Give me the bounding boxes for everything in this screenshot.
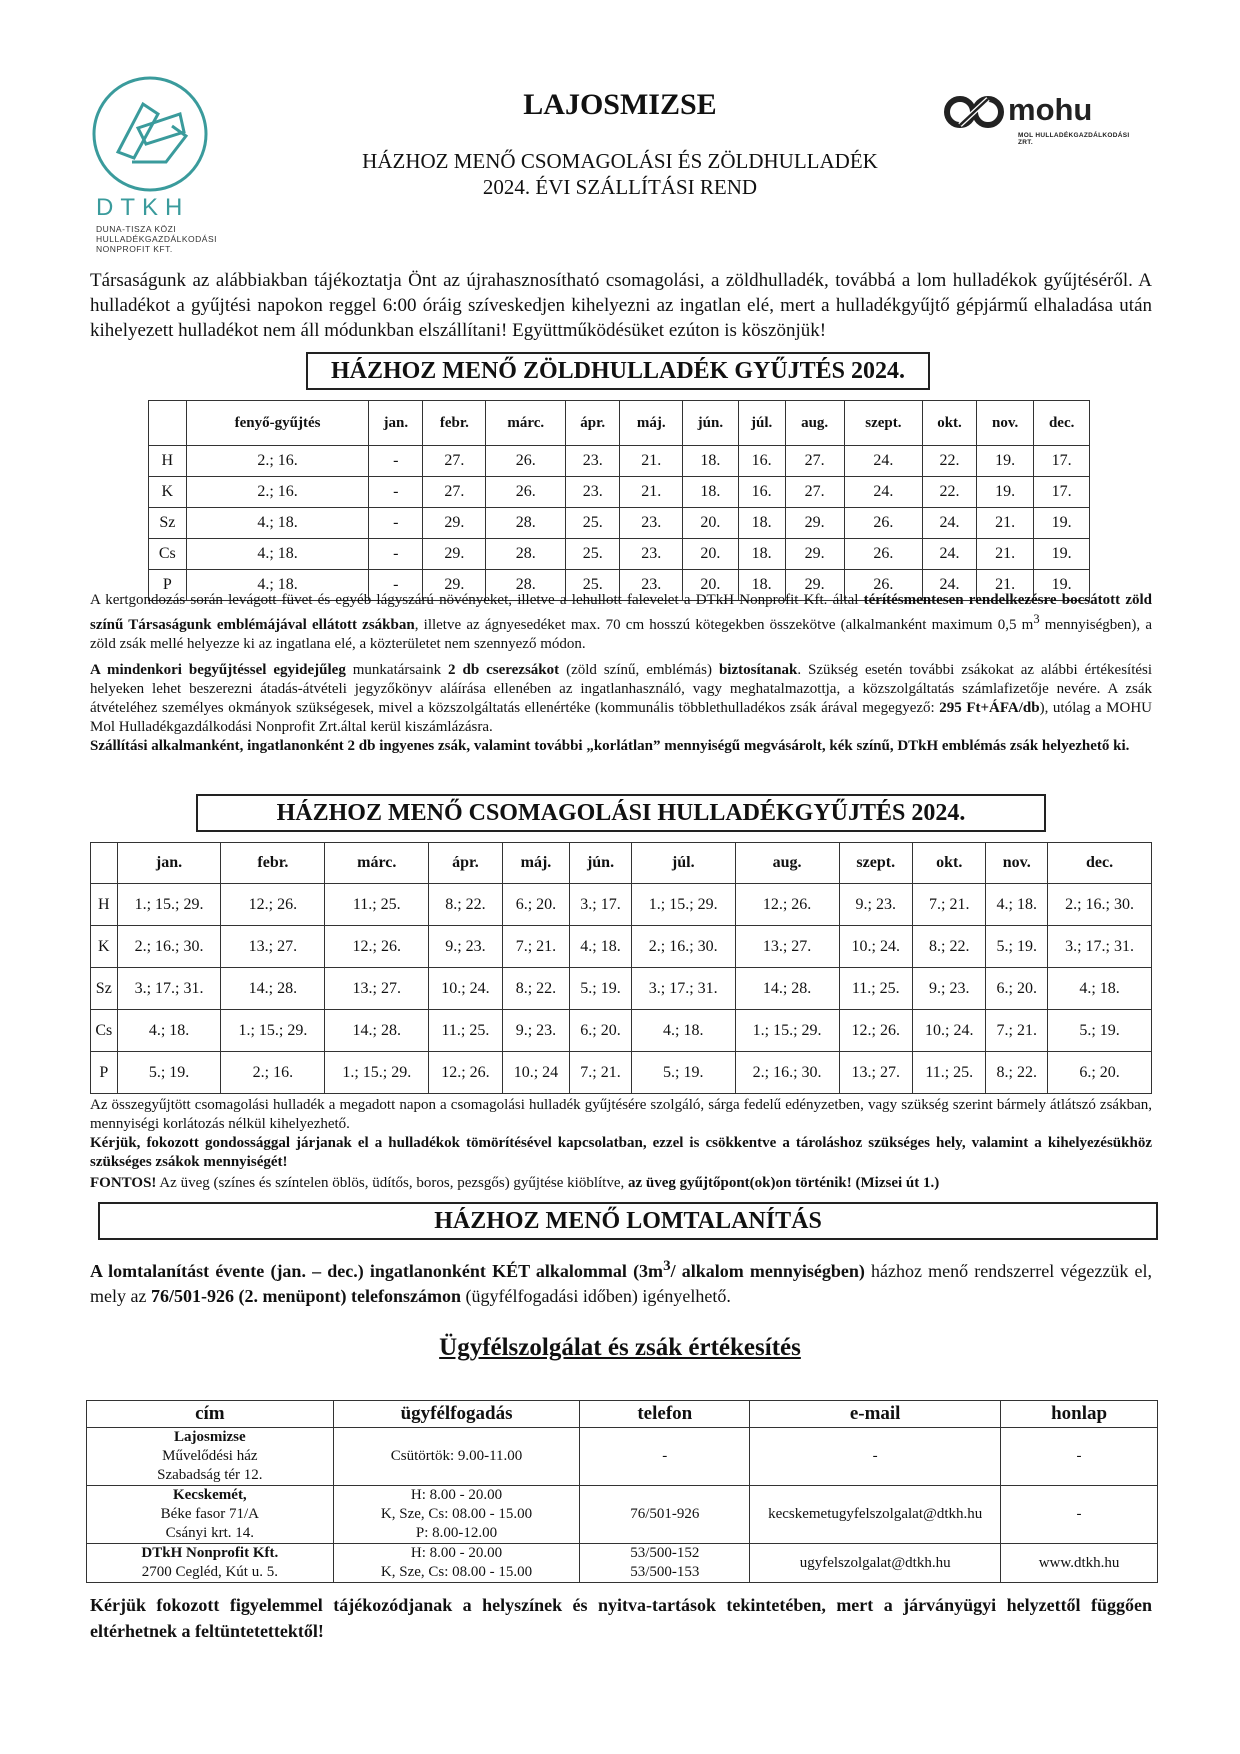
date-cell: 12.; 26. xyxy=(221,884,325,926)
date-cell: 3.; 17.; 31. xyxy=(631,968,735,1010)
green-bags-note xyxy=(90,661,1152,756)
day-label: P xyxy=(149,570,187,601)
table-row xyxy=(149,477,1090,508)
month-header: máj. xyxy=(502,843,570,884)
date-cell: 6.; 20. xyxy=(502,884,570,926)
date-cell: 28. xyxy=(486,508,566,539)
date-cell: 14.; 28. xyxy=(221,968,325,1010)
day-label: P xyxy=(91,1052,118,1094)
date-cell: 6.; 20. xyxy=(986,968,1048,1010)
bulky-waste-text xyxy=(90,1254,1152,1309)
address-cell xyxy=(87,1486,334,1544)
phone-cell xyxy=(580,1428,750,1486)
date-cell: 18. xyxy=(738,570,785,601)
column-header: cím xyxy=(87,1401,334,1428)
intro-paragraph: Társaságunk az alábbiakban tájékoztatja Önt az újrahasznosítható csomagolási, a zöldhulladék, továbbá a lom hulladékok gyűjtéséről. A hulladékot a gyűjtési napokon reggel 6:00 óráig szíveskedjen kihelyezni az ingatlan elé, mert a hulladékgyűjtő gépjármű elhaladása után kihelyezett hulladékot nem áll módunkban elszállítani! Együttműködésüket ezúton is köszönjük! xyxy=(90,270,1152,341)
address-line: Béke fasor 71/A xyxy=(160,1506,259,1522)
date-cell: 8.; 22. xyxy=(502,968,570,1010)
date-cell: 24. xyxy=(923,539,977,570)
date-cell: 4.; 18. xyxy=(1048,968,1152,1010)
phone-number: 53/500-153 xyxy=(630,1564,700,1580)
month-header: jan. xyxy=(369,401,423,446)
date-cell: 4.; 18. xyxy=(570,926,632,968)
month-header: febr. xyxy=(221,843,325,884)
month-header: júl. xyxy=(738,401,785,446)
note-bold-text: biztosítanak xyxy=(718,662,798,678)
table-row xyxy=(149,539,1090,570)
date-cell: 10.; 24. xyxy=(839,926,912,968)
phone-number: 76/501-926 xyxy=(630,1506,700,1522)
note-text: Az összegyűjtött csomagolási hulladék a megadott napon a csomagolási hulladék gyűjtésére szolgáló, sárga fedelű edényzetben, vagy szükség szerint bármely átlátszó zsákban, mennyiségi korlátozás nélkül kihelyezhető. xyxy=(90,1097,1152,1132)
date-cell: 4.; 18. xyxy=(186,539,369,570)
column-header: e-mail xyxy=(750,1401,1001,1428)
service-title: Ügyfélszolgálat és zsák értékesítés xyxy=(439,1334,801,1361)
website-cell: - xyxy=(1001,1428,1158,1486)
date-cell: 23. xyxy=(620,539,683,570)
mohu-logo xyxy=(942,92,1142,146)
date-cell: 1.; 15.; 29. xyxy=(631,884,735,926)
date-cell: 18. xyxy=(738,508,785,539)
column-header: honlap xyxy=(1001,1401,1158,1428)
month-header: nov. xyxy=(986,843,1048,884)
office-name: Lajosmizse xyxy=(174,1429,246,1445)
date-cell: 11.; 25. xyxy=(839,968,912,1010)
date-cell: 27. xyxy=(423,477,486,508)
month-header: ápr. xyxy=(566,401,620,446)
month-header: máj. xyxy=(620,401,683,446)
hours-line: H: 8.00 - 20.00 xyxy=(410,1487,503,1503)
date-cell: 11.; 25. xyxy=(325,884,429,926)
text-bold: / alkalom mennyiségben) xyxy=(670,1261,865,1281)
date-cell: 7.; 21. xyxy=(502,926,570,968)
date-cell: 23. xyxy=(620,570,683,601)
date-cell: 27. xyxy=(423,446,486,477)
date-cell: 8.; 22. xyxy=(429,884,502,926)
date-cell: 28. xyxy=(486,570,566,601)
closing-notice: Kérjük fokozott figyelemmel tájékozódjanak a helyszínek és nyitva-tartások tekintetében, mert a járványügyi helyzettől függően eltérhetnek a feltüntetettektől! xyxy=(90,1595,1152,1641)
glass-note xyxy=(90,1174,1152,1193)
date-cell: 16. xyxy=(738,477,785,508)
text-bold: lomtalanítást évente (jan. – dec.) ingatlanonként KÉT alkalommal (3m xyxy=(108,1261,664,1281)
note-text: (zöld színű, emblémás) xyxy=(559,662,719,678)
phone-cell xyxy=(580,1544,750,1583)
date-cell: 24. xyxy=(844,477,922,508)
note-superscript: 3 xyxy=(1033,612,1040,626)
date-cell: 26. xyxy=(844,539,922,570)
green-waste-title: HÁZHOZ MENŐ ZÖLDHULLADÉK GYŰJTÉS 2024. xyxy=(306,352,930,390)
date-cell: 21. xyxy=(620,477,683,508)
column-header: ügyfélfogadás xyxy=(333,1401,580,1428)
date-cell: 25. xyxy=(566,539,620,570)
date-cell: 12.; 26. xyxy=(429,1052,502,1094)
note-text: mennyiségben), a zöld zsák mellé helyezze ki az ingatlana elé, a közterületet nem szennyező módon. xyxy=(90,617,1152,652)
address-cell xyxy=(87,1428,334,1486)
day-label: Sz xyxy=(91,968,118,1010)
date-cell: 9.; 23. xyxy=(839,884,912,926)
date-cell: 10.; 24. xyxy=(913,1010,986,1052)
address-line: Csányi krt. 14. xyxy=(165,1525,254,1541)
note-text: ), utólag a MOHU Mol Hulladékgazdálkodási Nonprofit Zrt.által kerül kiszámlázásra. xyxy=(90,700,1152,735)
month-header: szept. xyxy=(839,843,912,884)
hours-line: H: 8.00 - 20.00 xyxy=(410,1545,503,1561)
date-cell: 23. xyxy=(620,508,683,539)
date-cell: 13.; 27. xyxy=(221,926,325,968)
table-row xyxy=(87,1428,1158,1486)
month-header: márc. xyxy=(486,401,566,446)
date-cell: 12.; 26. xyxy=(735,884,839,926)
date-cell: 20. xyxy=(683,539,739,570)
address-line: Művelődési ház xyxy=(162,1448,258,1464)
date-cell: 2.; 16.; 30. xyxy=(1048,884,1152,926)
hours-cell xyxy=(333,1486,580,1544)
date-cell: 5.; 19. xyxy=(570,968,632,1010)
date-cell: 9.; 23. xyxy=(913,968,986,1010)
date-cell: 2.; 16. xyxy=(221,1052,325,1094)
month-header: okt. xyxy=(913,843,986,884)
date-cell: 2.; 16. xyxy=(186,446,369,477)
date-cell: 29. xyxy=(785,508,844,539)
date-cell: 3.; 17. xyxy=(570,884,632,926)
date-cell: 2.; 16.; 30. xyxy=(631,926,735,968)
mohu-emblem-icon xyxy=(942,94,1006,130)
date-cell: 23. xyxy=(566,477,620,508)
dtkh-wordmark: DTKH xyxy=(96,194,190,221)
hours-cell xyxy=(333,1544,580,1583)
table-row xyxy=(91,884,1152,926)
date-cell: 3.; 17.; 31. xyxy=(117,968,221,1010)
email-cell: ugyfelszolgalat@dtkh.hu xyxy=(750,1544,1001,1583)
phone-cell xyxy=(580,1486,750,1544)
date-cell: 20. xyxy=(683,508,739,539)
mohu-fullname: MOL HULLADÉKGAZDÁLKODÁSI ZRT. xyxy=(1018,132,1130,146)
hours-line: K, Sze, Cs: 08.00 - 15.00 xyxy=(380,1506,533,1522)
date-cell: 26. xyxy=(486,446,566,477)
date-cell: 21. xyxy=(976,508,1033,539)
date-cell: 24. xyxy=(923,570,977,601)
month-header: aug. xyxy=(785,401,844,446)
dtkh-fullname: DUNA-TISZA KÖZI HULLADÉKGAZDÁLKODÁSI NONPROFIT KFT. xyxy=(96,224,218,254)
date-cell: 7.; 21. xyxy=(570,1052,632,1094)
address-line: 2700 Cegléd, Kút u. 5. xyxy=(141,1564,278,1580)
date-cell: 12.; 26. xyxy=(325,926,429,968)
hours-line: P: 8.00-12.00 xyxy=(415,1525,498,1541)
date-cell: 29. xyxy=(423,508,486,539)
note-text: . Szükség esetén további zsákokat az alábbi értékesítési helyeken lehet beszerezni átadás-átvételi jegyzőkönyv aláírása ellenében az ingatlanhasználó, vagy meghatalmazottja, a közszolgáltatás számlafizetője nevére. A zsák átvételéhez személyes okmányok szükségesek, mivel a közszolgáltatás ellenértéke (kommunális többlethulladékos zsák árával megegyező: xyxy=(90,662,1153,716)
date-cell: 29. xyxy=(785,570,844,601)
office-name: DTkH Nonprofit Kft. xyxy=(141,1545,279,1561)
month-header: jún. xyxy=(683,401,739,446)
email-cell: - xyxy=(750,1428,1001,1486)
date-cell: 29. xyxy=(423,570,486,601)
date-cell: - xyxy=(369,539,423,570)
month-header: jún. xyxy=(570,843,632,884)
date-cell: 18. xyxy=(738,539,785,570)
date-cell: 6.; 20. xyxy=(570,1010,632,1052)
page-subtitle xyxy=(0,148,1240,200)
date-cell: 19. xyxy=(1034,539,1090,570)
table-row xyxy=(87,1486,1158,1544)
month-header: ápr. xyxy=(429,843,502,884)
date-cell: - xyxy=(369,570,423,601)
month-header: fenyő-gyűjtés xyxy=(186,401,369,446)
date-cell: 21. xyxy=(976,539,1033,570)
date-cell: 19. xyxy=(976,446,1033,477)
table-row xyxy=(91,1052,1152,1094)
text: (ügyfélfogadási időben) igényelhető. xyxy=(460,1286,731,1306)
day-label: Sz xyxy=(149,508,187,539)
month-header: márc. xyxy=(325,843,429,884)
month-header: dec. xyxy=(1034,401,1090,446)
date-cell: 14.; 28. xyxy=(735,968,839,1010)
date-cell: 4.; 18. xyxy=(186,570,369,601)
table-row xyxy=(91,1010,1152,1052)
date-cell: 14.; 28. xyxy=(325,1010,429,1052)
date-cell: 10.; 24 xyxy=(502,1052,570,1094)
day-label: Cs xyxy=(149,539,187,570)
phone-number: - xyxy=(662,1448,668,1464)
website-cell: www.dtkh.hu xyxy=(1001,1544,1158,1583)
phone-number: 53/500-152 xyxy=(630,1545,700,1561)
date-cell: - xyxy=(369,477,423,508)
date-cell: 22. xyxy=(923,446,977,477)
date-cell: 27. xyxy=(785,446,844,477)
date-cell: - xyxy=(369,508,423,539)
date-cell: 4.; 18. xyxy=(117,1010,221,1052)
month-header: dec. xyxy=(1048,843,1152,884)
table-row xyxy=(149,446,1090,477)
date-cell: 5.; 19. xyxy=(117,1052,221,1094)
date-cell: 26. xyxy=(844,508,922,539)
date-cell: 4.; 18. xyxy=(631,1010,735,1052)
mohu-wordmark: mohu xyxy=(1008,92,1093,127)
date-cell: 8.; 22. xyxy=(913,926,986,968)
day-label: H xyxy=(149,446,187,477)
note-text: munkatársaink xyxy=(345,662,449,678)
hours-line: K, Sze, Cs: 08.00 - 15.00 xyxy=(380,1564,533,1580)
date-cell: 19. xyxy=(1034,508,1090,539)
note-text: Az üveg (színes és színtelen öblös, üdítős, boros, pezsgős) gyűjtése kiöblítve, xyxy=(156,1175,628,1191)
date-cell: 5.; 19. xyxy=(986,926,1048,968)
date-cell: 19. xyxy=(1034,570,1090,601)
day-label: K xyxy=(91,926,118,968)
date-cell: 29. xyxy=(785,539,844,570)
packaging-note xyxy=(90,1096,1152,1193)
green-waste-table xyxy=(148,400,1090,601)
date-cell: 13.; 27. xyxy=(839,1052,912,1094)
text-bold: A xyxy=(90,1261,109,1281)
subtitle-line: HÁZHOZ MENŐ CSOMAGOLÁSI ÉS ZÖLDHULLADÉK xyxy=(362,149,878,173)
date-cell: 13.; 27. xyxy=(735,926,839,968)
packaging-waste-title: HÁZHOZ MENŐ CSOMAGOLÁSI HULLADÉKGYŰJTÉS 2024. xyxy=(196,794,1046,832)
date-cell: 20. xyxy=(683,570,739,601)
date-cell: 18. xyxy=(683,477,739,508)
date-cell: 2.; 16.; 30. xyxy=(117,926,221,968)
note-text: , illetve az ágnyesedéket max. 70 cm hosszú kötegekben összekötve (alkalmanként maximum 0,5 m xyxy=(414,617,1034,633)
date-cell: 29. xyxy=(423,539,486,570)
date-cell: 19. xyxy=(976,477,1033,508)
date-cell: 28. xyxy=(486,539,566,570)
corner-cell xyxy=(91,843,118,884)
table-row xyxy=(87,1544,1158,1583)
date-cell: 6.; 20. xyxy=(1048,1052,1152,1094)
date-cell: 26. xyxy=(486,477,566,508)
table-row xyxy=(91,926,1152,968)
website-cell: - xyxy=(1001,1486,1158,1544)
hours-line: Csütörtök: 9.00-11.00 xyxy=(390,1448,523,1464)
green-waste-note xyxy=(90,591,1152,654)
month-header: nov. xyxy=(976,401,1033,446)
date-cell: 24. xyxy=(923,508,977,539)
date-cell: 25. xyxy=(566,570,620,601)
date-cell: 1.; 15.; 29. xyxy=(117,884,221,926)
note-bold-text: Kérjük, fokozott gondossággal járjanak el a hulladékok tömörítésével kapcsolatban, ezzel is csökkentve a tároláshoz szükséges hely, valamint a kihelyezésükhöz szükséges zsákok mennyiségét! xyxy=(90,1135,1152,1170)
date-cell: 16. xyxy=(738,446,785,477)
date-cell: 17. xyxy=(1034,446,1090,477)
month-header: okt. xyxy=(923,401,977,446)
email-cell: kecskemetugyfelszolgalat@dtkh.hu xyxy=(750,1486,1001,1544)
subtitle-line: 2024. ÉVI SZÁLLÍTÁSI REND xyxy=(482,175,758,199)
date-cell: 7.; 21. xyxy=(986,1010,1048,1052)
date-cell: 4.; 18. xyxy=(986,884,1048,926)
date-cell: 23. xyxy=(566,446,620,477)
note-bold-text: FONTOS! xyxy=(90,1175,157,1191)
text-superscript: 3 xyxy=(663,1258,671,1274)
date-cell: 3.; 17.; 31. xyxy=(1048,926,1152,968)
date-cell: 5.; 19. xyxy=(631,1052,735,1094)
month-header: febr. xyxy=(423,401,486,446)
note-bold-text: A mindenkori begyűjtéssel egyidejűleg xyxy=(90,662,346,678)
service-table xyxy=(86,1400,1158,1583)
date-cell: 9.; 23. xyxy=(429,926,502,968)
corner-cell xyxy=(149,401,187,446)
date-cell: 12.; 26. xyxy=(839,1010,912,1052)
day-label: H xyxy=(91,884,118,926)
column-header: telefon xyxy=(580,1401,750,1428)
address-line: Szabadság tér 12. xyxy=(157,1467,263,1483)
date-cell: - xyxy=(369,446,423,477)
hours-cell xyxy=(333,1428,580,1486)
note-bold-text: térítésmentesen rendelkezésre bocsátott zöld színű Társaságunk emblémájával ellátott zsákban xyxy=(90,592,1152,633)
note-text: A kertgondozás során levágott füvet és egyéb lágyszárú növényeket, illetve a lehullott falevelet a DTkH Nonprofit Kft. által xyxy=(90,592,864,608)
date-cell: 25. xyxy=(566,508,620,539)
month-header: júl. xyxy=(631,843,735,884)
date-cell: 21. xyxy=(976,570,1033,601)
date-cell: 18. xyxy=(683,446,739,477)
note-bold-text: 295 Ft+ÁFA/db xyxy=(939,700,1040,716)
phone-number-bold: 76/501-926 (2. menüpont) telefonszámon xyxy=(150,1286,461,1306)
month-header: jan. xyxy=(117,843,221,884)
date-cell: 17. xyxy=(1034,477,1090,508)
date-cell: 10.; 24. xyxy=(429,968,502,1010)
text: házhoz menő rendszerrel végezzük el, mely az xyxy=(90,1261,1153,1306)
date-cell: 8.; 22. xyxy=(986,1052,1048,1094)
month-header: aug. xyxy=(735,843,839,884)
date-cell: 2.; 16.; 30. xyxy=(735,1052,839,1094)
date-cell: 22. xyxy=(923,477,977,508)
note-bold-text: 2 db cserezsákot xyxy=(448,662,560,678)
date-cell: 27. xyxy=(785,477,844,508)
date-cell: 24. xyxy=(844,446,922,477)
day-label: K xyxy=(149,477,187,508)
date-cell: 1.; 15.; 29. xyxy=(735,1010,839,1052)
date-cell: 13.; 27. xyxy=(325,968,429,1010)
table-row xyxy=(149,508,1090,539)
page-title: LAJOSMIZSE xyxy=(523,88,717,121)
office-name: Kecskemét, xyxy=(172,1487,247,1503)
date-cell: 21. xyxy=(620,446,683,477)
day-label: Cs xyxy=(91,1010,118,1052)
note-bold-text: Szállítási alkalmanként, ingatlanonként 2 db ingyenes zsák, valamint további „korlátlan” mennyiségű megvásárolt, kék színű, DTkH emblémás zsák helyezhető ki. xyxy=(90,738,1130,754)
date-cell: 26. xyxy=(844,570,922,601)
bulky-waste-title: HÁZHOZ MENŐ LOMTALANÍTÁS xyxy=(98,1202,1158,1240)
date-cell: 5.; 19. xyxy=(1048,1010,1152,1052)
date-cell: 7.; 21. xyxy=(913,884,986,926)
date-cell: 1.; 15.; 29. xyxy=(221,1010,325,1052)
address-cell xyxy=(87,1544,334,1583)
date-cell: 2.; 16. xyxy=(186,477,369,508)
date-cell: 9.; 23. xyxy=(502,1010,570,1052)
note-bold-text: az üveg gyűjtőpont(ok)on történik! (Mizsei út 1.) xyxy=(628,1175,940,1191)
date-cell: 4.; 18. xyxy=(186,508,369,539)
date-cell: 11.; 25. xyxy=(429,1010,502,1052)
table-row xyxy=(91,968,1152,1010)
month-header: szept. xyxy=(844,401,922,446)
packaging-waste-table xyxy=(90,842,1152,1094)
date-cell: 1.; 15.; 29. xyxy=(325,1052,429,1094)
date-cell: 11.; 25. xyxy=(913,1052,986,1094)
